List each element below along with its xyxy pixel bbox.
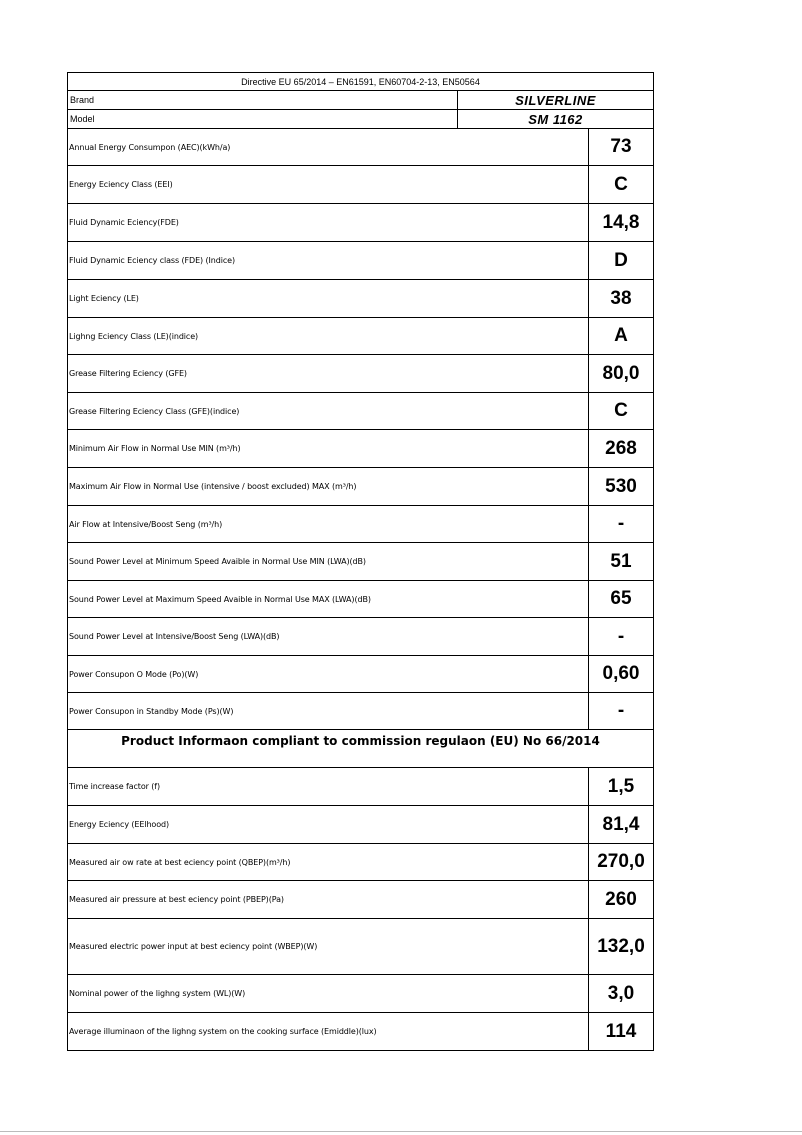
row-value: 132,0: [597, 935, 645, 957]
section-title: Product Informaon compliant to commission regulaon (EU) No 66/2014: [68, 730, 653, 768]
table-row: [68, 581, 653, 618]
row-value: 38: [610, 287, 632, 309]
table-row: [68, 844, 653, 881]
row-label: Power Consupon in Standby Mode (Ps)(W): [68, 693, 589, 729]
table-row: [68, 468, 653, 506]
row-value: 0,60: [602, 663, 640, 684]
model-value: SM 1162: [528, 111, 583, 127]
brand-value: SILVERLINE: [515, 92, 596, 108]
row-value: 260: [605, 888, 637, 910]
row-value: 81,4: [602, 813, 640, 835]
table-row: [68, 806, 653, 844]
row-value: 3,0: [607, 982, 635, 1004]
row-value: 114: [605, 1020, 637, 1042]
table-row: [68, 393, 653, 430]
brand-label: Brand: [68, 91, 458, 109]
table-row: [68, 318, 653, 355]
row-value: 14,8: [602, 211, 640, 233]
row-value: -: [617, 700, 625, 721]
row-label: Light Eciency (LE): [68, 280, 589, 317]
table-row: [68, 204, 653, 242]
row-value: 65: [610, 588, 632, 609]
row-label: Sound Power Level at Maximum Speed Avaible in Normal Use MAX (LWA)(dB): [68, 581, 589, 617]
row-value: 80,0: [602, 362, 640, 384]
brand-row: [68, 91, 653, 110]
row-value: 51: [610, 550, 632, 572]
model-label: Model: [68, 110, 458, 128]
row-value: A: [614, 325, 628, 346]
row-label: Air Flow at Intensive/Boost Seng (m³/h): [68, 506, 589, 542]
table-row: [68, 430, 653, 468]
table-row: [68, 355, 653, 393]
row-label: Minimum Air Flow in Normal Use MIN (m³/h): [68, 430, 589, 467]
table-row: [68, 618, 653, 656]
directive-header: Directive EU 65/2014 – EN61591, EN60704-2-13, EN50564: [68, 73, 653, 91]
row-value: 268: [605, 437, 637, 459]
table-row: [68, 693, 653, 730]
table-row: [68, 242, 653, 280]
row-value: C: [614, 400, 628, 421]
row-label: Grease Filtering Eciency Class (GFE)(indice): [68, 393, 589, 429]
row-label: Measured electric power input at best eciency point (WBEP)(W): [68, 919, 589, 974]
energy-rows: [68, 129, 653, 730]
row-label: Fluid Dynamic Eciency(FDE): [68, 204, 589, 241]
table-row: [68, 506, 653, 543]
row-label: Time increase factor (f): [68, 768, 589, 805]
row-label: Lighng Eciency Class (LE)(indice): [68, 318, 589, 354]
table-row: [68, 280, 653, 318]
row-label: Sound Power Level at Minimum Speed Avaible in Normal Use MIN (LWA)(dB): [68, 543, 589, 580]
row-label: Average illuminaon of the lighng system on the cooking surface (Emiddle)(lux): [68, 1013, 589, 1050]
row-label: Power Consupon O Mode (Po)(W): [68, 656, 589, 692]
product-info-rows: [68, 768, 653, 1050]
row-value: -: [617, 513, 625, 534]
row-label: Annual Energy Consumpon (AEC)(kWh/a): [68, 129, 589, 165]
row-label: Nominal power of the lighng system (WL)(W): [68, 975, 589, 1012]
table-row: [68, 768, 653, 806]
row-value: 530: [605, 475, 637, 497]
model-row: [68, 110, 653, 129]
table-row: [68, 543, 653, 581]
row-label: Measured air ow rate at best eciency point (QBEP)(m³/h): [68, 844, 589, 880]
table-row: [68, 975, 653, 1013]
row-label: Grease Filtering Eciency (GFE): [68, 355, 589, 392]
table-row: [68, 656, 653, 693]
row-value: D: [614, 249, 628, 271]
row-value: -: [617, 625, 625, 647]
table-row: [68, 166, 653, 204]
row-value: 270,0: [597, 851, 645, 872]
table-row: [68, 881, 653, 919]
row-label: Energy Eciency Class (EEI): [68, 166, 589, 203]
row-label: Fluid Dynamic Eciency class (FDE) (Indice): [68, 242, 589, 279]
table-row: [68, 1013, 653, 1050]
table-row: [68, 919, 653, 975]
row-label: Energy Eciency (EElhood): [68, 806, 589, 843]
table-row: [68, 129, 653, 166]
row-label: Maximum Air Flow in Normal Use (intensive / boost excluded) MAX (m³/h): [68, 468, 589, 505]
row-value: 1,5: [607, 775, 635, 797]
row-value: C: [614, 173, 628, 195]
row-label: Measured air pressure at best eciency point (PBEP)(Pa): [68, 881, 589, 918]
energy-label-table: [67, 72, 654, 1051]
row-label: Sound Power Level at Intensive/Boost Seng (LWA)(dB): [68, 618, 589, 655]
row-value: 73: [610, 136, 632, 157]
page-edge-line: [0, 1131, 802, 1132]
